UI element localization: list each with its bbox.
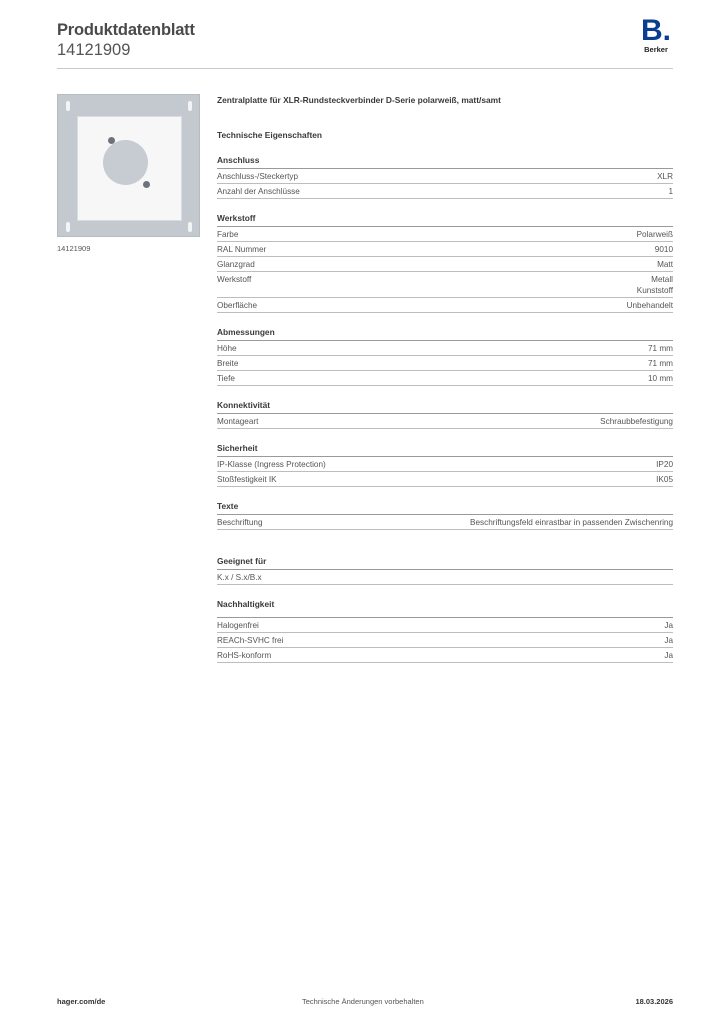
spec-label: RoHS-konform [217, 651, 272, 660]
screw-icon [143, 181, 150, 188]
section-anschluss [217, 155, 673, 199]
mounting-slot-icon [66, 222, 70, 232]
spec-label: Höhe [217, 344, 237, 353]
spec-label: RAL Nummer [217, 245, 267, 254]
spec-row [217, 227, 673, 242]
spec-value: 71 mm [647, 359, 673, 368]
section-title: Werkstoff [217, 213, 673, 227]
spec-value: Schraubbefestigung [600, 417, 673, 426]
spec-row [217, 515, 673, 530]
spec-value: Ja [664, 621, 673, 630]
spec-value: Beschriftungsfeld einrastbar in passenden Zwischenring [470, 518, 673, 527]
spec-value: Unbehandelt [626, 301, 673, 310]
footer-notice: Technische Änderungen vorbehalten [302, 997, 424, 1006]
spec-row [217, 570, 673, 585]
spec-row [217, 457, 673, 472]
article-number: 14121909 [57, 41, 131, 59]
mounting-slot-icon [66, 101, 70, 111]
section-abmessungen [217, 327, 673, 386]
product-image [57, 94, 200, 237]
section-nachhaltigkeit [217, 599, 673, 663]
berker-logo [639, 16, 673, 54]
spec-label: Oberfläche [217, 301, 258, 310]
image-caption: 14121909 [57, 244, 91, 253]
spec-row [217, 341, 673, 356]
spec-label: Werkstoff [217, 275, 252, 284]
spec-value: 71 mm [647, 344, 673, 353]
spec-label: Anzahl der Anschlüsse [217, 187, 300, 196]
spec-row [217, 257, 673, 272]
spec-label: Breite [217, 359, 239, 368]
spec-row [217, 298, 673, 313]
spec-row [217, 617, 673, 633]
section-title: Anschluss [217, 155, 673, 169]
spec-label: K.x / S.x/B.x [217, 573, 262, 582]
section-konnektivitaet [217, 400, 673, 429]
section-texte [217, 501, 673, 530]
section-sicherheit [217, 443, 673, 487]
spec-row [217, 272, 673, 298]
spec-value: Kunststoff [636, 286, 673, 295]
section-title: Texte [217, 501, 673, 515]
spec-row [217, 169, 673, 184]
footer-date: 18.03.2026 [635, 997, 673, 1006]
spec-value: 10 mm [647, 374, 673, 383]
tech-properties-heading: Technische Eigenschaften [217, 130, 323, 140]
spec-row [217, 371, 673, 386]
logo-brand: Berker [644, 45, 668, 54]
spec-label: Farbe [217, 230, 239, 239]
spec-row [217, 633, 673, 648]
mounting-slot-icon [188, 222, 192, 232]
section-title: Sicherheit [217, 443, 673, 457]
spec-label: Glanzgrad [217, 260, 255, 269]
page-title: Produktdatenblatt [57, 21, 195, 39]
page-header [57, 14, 673, 68]
spec-value: Matt [657, 260, 673, 269]
spec-label: IP-Klasse (Ingress Protection) [217, 460, 326, 469]
spec-value: Polarweiß [636, 230, 673, 239]
section-werkstoff [217, 213, 673, 313]
spec-row [217, 184, 673, 199]
spec-label: Beschriftung [217, 518, 263, 527]
spec-row [217, 648, 673, 663]
spec-label: Tiefe [217, 374, 235, 383]
header-divider [57, 68, 673, 69]
spec-value: IK05 [656, 475, 673, 484]
spec-value: 9010 [654, 245, 673, 254]
spec-label: Montageart [217, 417, 259, 426]
mounting-slot-icon [188, 101, 192, 111]
section-title: Konnektivität [217, 400, 673, 414]
section-title: Abmessungen [217, 327, 673, 341]
spec-row [217, 472, 673, 487]
spec-value: Ja [664, 651, 673, 660]
section-title: Geeignet für [217, 556, 673, 570]
spec-value: 1 [668, 187, 673, 196]
spec-value-multi [637, 274, 673, 296]
spec-value: XLR [657, 172, 673, 181]
center-plate [78, 117, 181, 220]
logo-letter: B. [641, 14, 671, 47]
product-title: Zentralplatte für XLR-Rundsteckverbinder D-Serie polarweiß, matt/samt [217, 95, 501, 105]
connector-hole [103, 140, 148, 185]
spec-label: Stoßfestigkeit IK [217, 475, 277, 484]
spec-row [217, 414, 673, 429]
section-title: Nachhaltigkeit [217, 599, 673, 617]
section-geeignet [217, 556, 673, 585]
spec-row [217, 242, 673, 257]
spec-label: Anschluss-/Steckertyp [217, 172, 298, 181]
spec-value: Metall [651, 275, 673, 284]
screw-icon [108, 137, 115, 144]
spec-value: IP20 [656, 460, 673, 469]
spec-content [217, 94, 673, 663]
spec-label: REACh-SVHC frei [217, 636, 284, 645]
spec-value: Ja [664, 636, 673, 645]
website-link[interactable]: hager.com/de [57, 997, 106, 1006]
spec-label: Halogenfrei [217, 621, 259, 630]
spec-row [217, 356, 673, 371]
